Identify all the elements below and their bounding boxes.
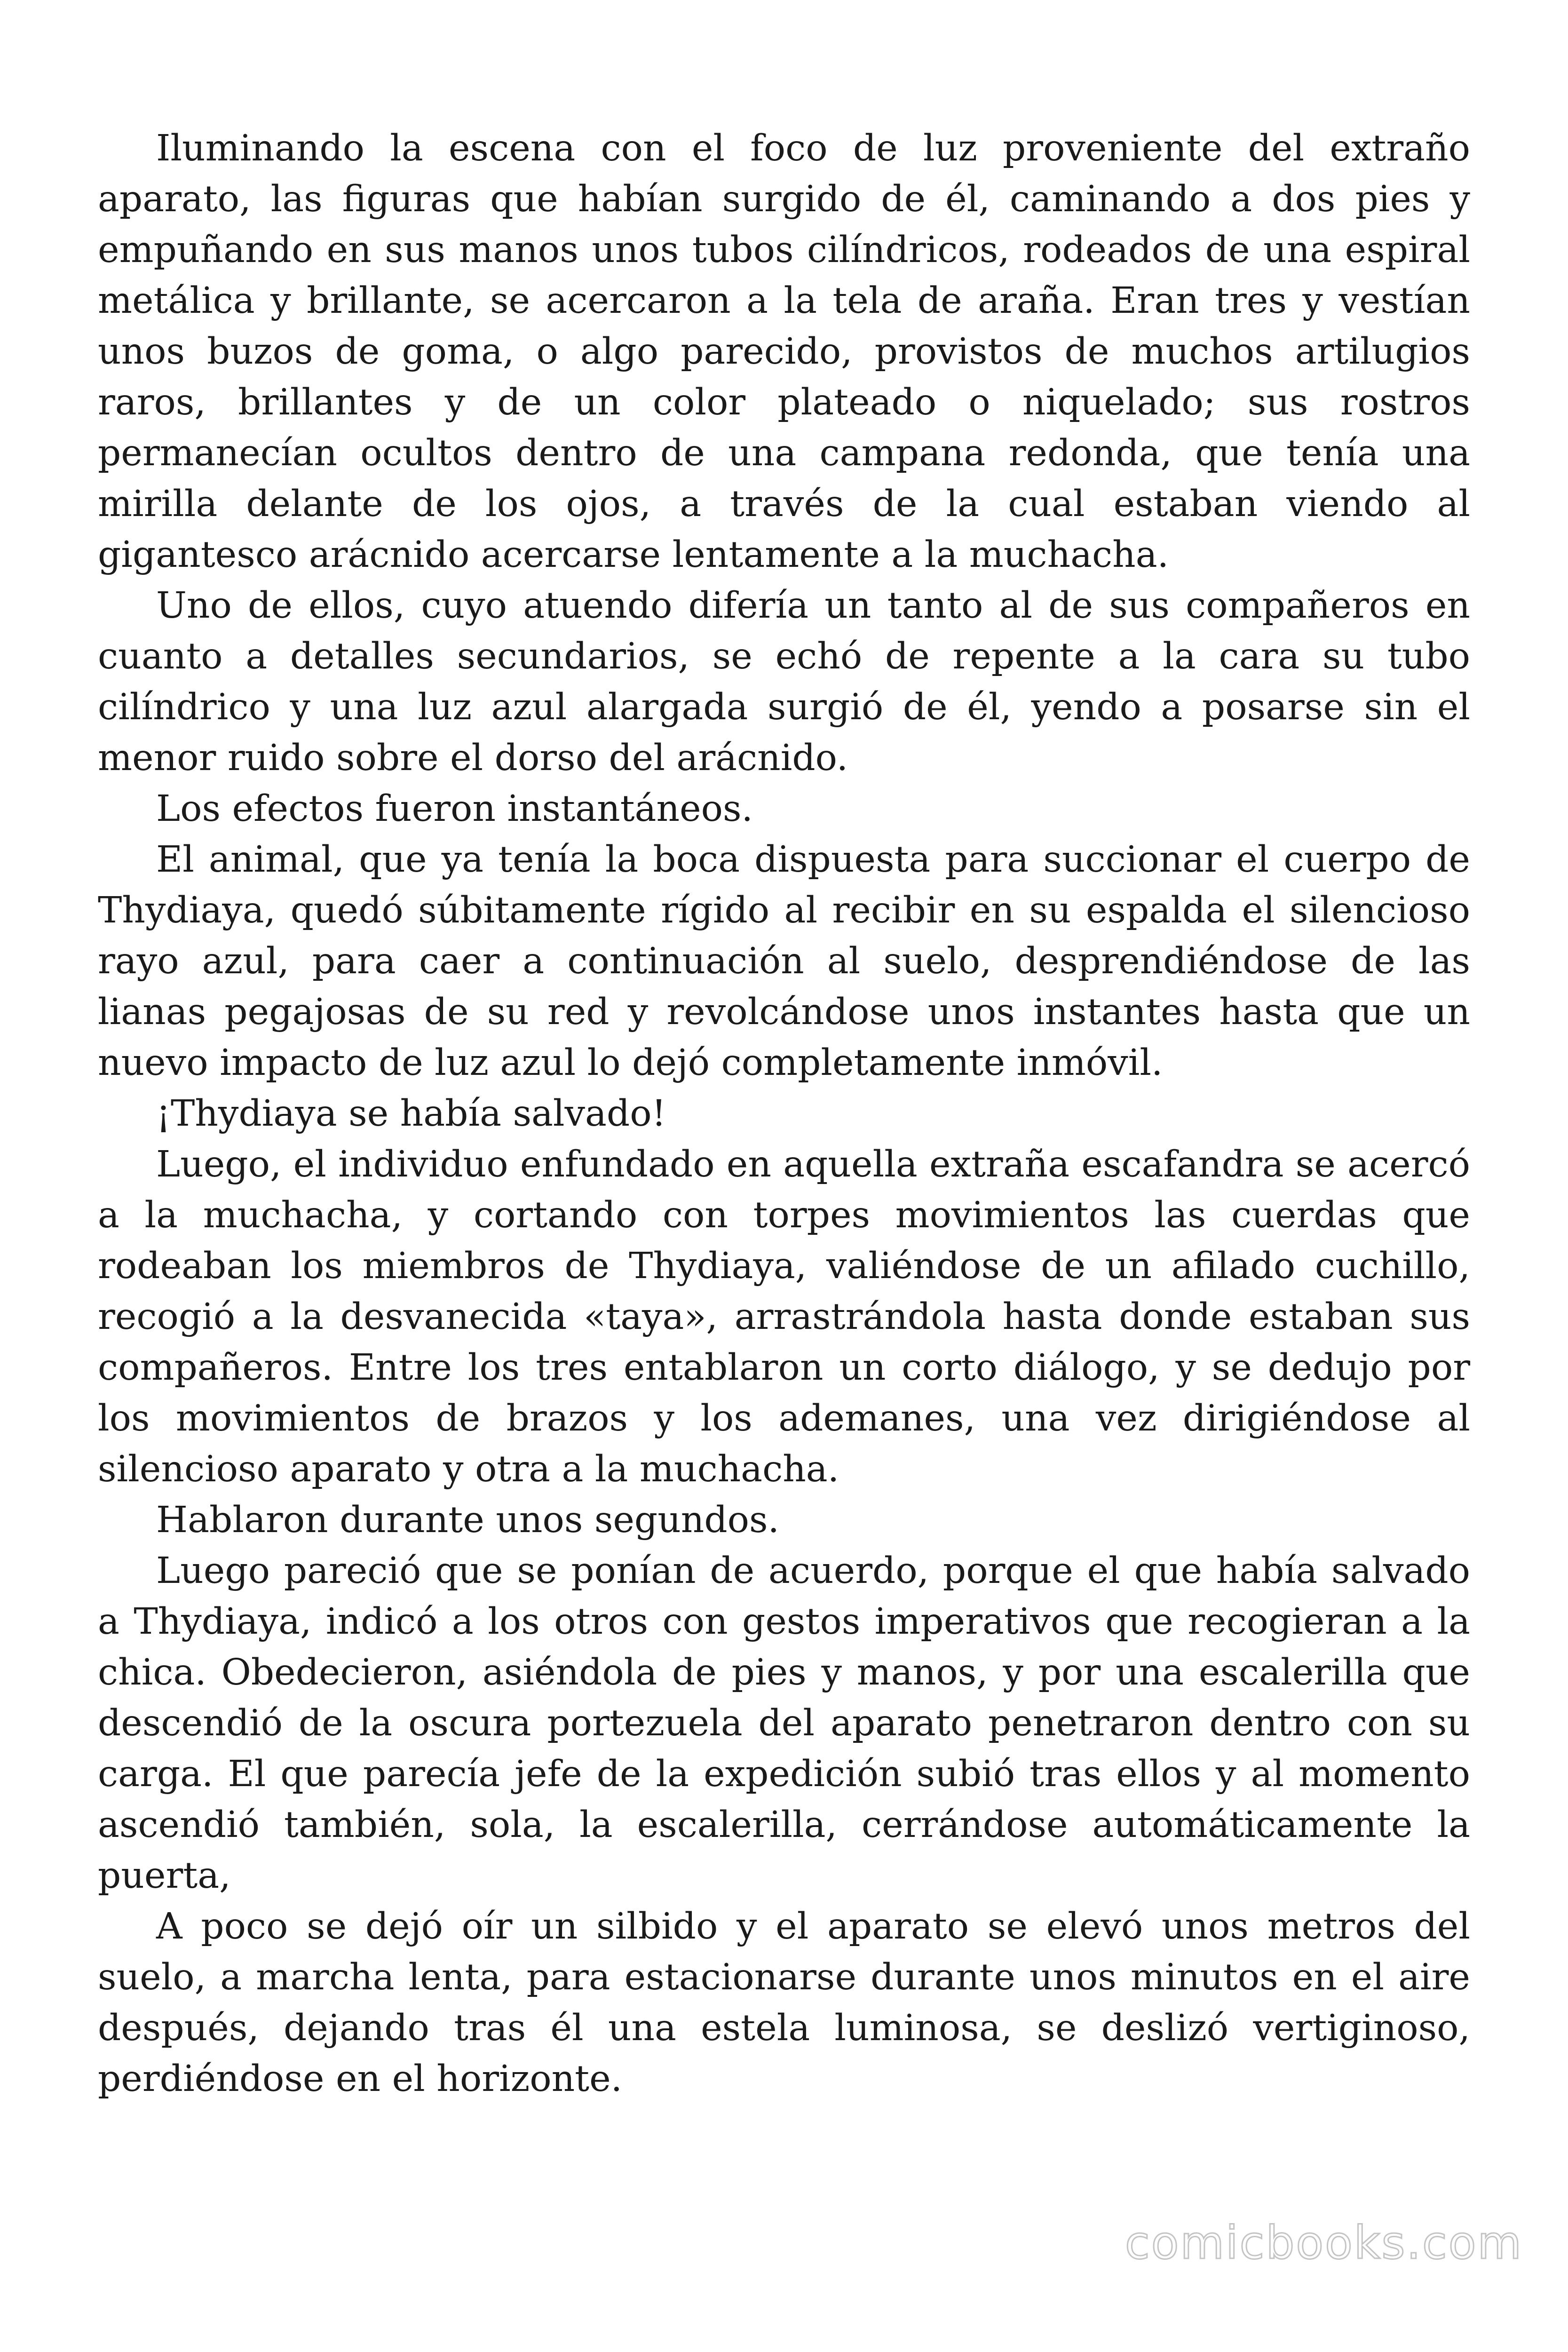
paragraph: Luego pareció que se ponían de acuerdo, porque el que había salvado a Thydiaya, indicó a los otros con gestos imperativos que recogieran a la chica. Obedecieron, asiéndola de pies y manos, y por una escalerilla que descendió de la oscura portezuela del aparato penetraron dentro con su carga. El que parecía jefe de la expedición subió tras ellos y al momento ascendió también, sola, la escalerilla, cerrándose automáticamente la puerta,: [98, 1550, 1470, 1897]
paragraph: A poco se dejó oír un silbido y el aparato se elevó unos metros del suelo, a marcha lenta, para estacionarse durante unos minutos en el aire después, dejando tras él una estela luminosa, se deslizó vertiginoso, perdiéndose en el horizonte.: [98, 1906, 1470, 2100]
paragraph: Uno de ellos, cuyo atuendo difería un tanto al de sus compañeros en cuanto a detalles secundarios, se echó de repente a la cara su tubo cilíndrico y una luz azul alargada surgió de él, yendo a posarse sin el menor ruido sobre el dorso del arácnido.: [98, 585, 1470, 779]
paragraph: Los efectos fueron instantáneos.: [156, 788, 753, 830]
paragraph: ¡Thydiaya se había salvado!: [156, 1093, 666, 1135]
body-text: [98, 123, 1470, 2105]
watermark-logo: comicbooks.com: [1125, 2217, 1523, 2269]
paragraph: Hablaron durante unos segundos.: [156, 1499, 780, 1541]
paragraph: Iluminando la escena con el foco de luz proveniente del extraño aparato, las figuras que habían surgido de él, caminando a dos pies y empuñando en sus manos unos tubos cilíndricos, rodeados de una espiral metálica y brillante, se acercaron a la tela de araña. Eran tres y vestían unos buzos de goma, o algo parecido, provistos de muchos artilugios raros, brillantes y de un color plateado o niquelado; sus rostros permanecían ocultos dentro de una campana redonda, que tenía una mirilla delante de los ojos, a través de la cual estaban viendo al gigantesco arácnido acercarse lentamente a la muchacha.: [98, 127, 1470, 576]
paragraph: El animal, que ya tenía la boca dispuesta para succionar el cuerpo de Thydiaya, quedó súbitamente rígido al recibir en su espalda el silencioso rayo azul, para caer a continuación al suelo, desprendiéndose de las lianas pegajosas de su red y revolcándose unos instantes hasta que un nuevo impacto de luz azul lo dejó completamente inmóvil.: [98, 839, 1470, 1084]
paragraph: Luego, el individuo enfundado en aquella extraña escafandra se acercó a la muchacha, y cortando con torpes movimientos las cuerdas que rodeaban los miembros de Thydiaya, valiéndose de un afilado cuchillo, recogió a la desvanecida «taya», arrastrándola hasta donde estaban sus compañeros. Entre los tres entablaron un corto diálogo, y se dedujo por los movimientos de brazos y los ademanes, una vez dirigiéndose al silencioso aparato y otra a la muchacha.: [98, 1144, 1470, 1490]
